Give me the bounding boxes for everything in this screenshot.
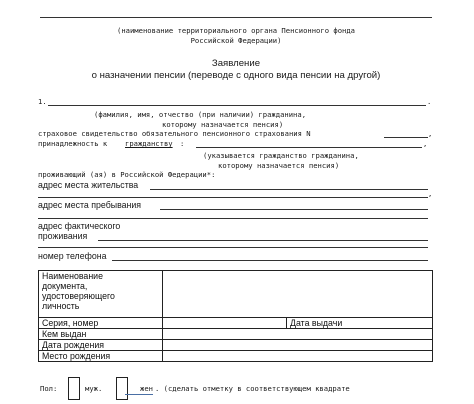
doc-name-value-cell[interactable] (163, 271, 433, 318)
gender-label: Пол: (40, 384, 58, 393)
female-link-underline (125, 394, 153, 395)
residence-address-label: адрес места жительства (38, 180, 139, 190)
residence-address-field-2[interactable] (38, 197, 428, 198)
actual-address-label-line-2: проживания (38, 231, 88, 241)
phone-label: номер телефона (38, 251, 107, 261)
female-link[interactable]: жен (140, 384, 153, 393)
table-row (39, 329, 433, 340)
residing-label: проживающий (ая) в Российской Федерации*: (38, 170, 216, 179)
document-subtitle: о назначении пенсии (переводе с одного вида пенсии на другой) (91, 70, 381, 81)
actual-address-field[interactable] (98, 240, 428, 241)
stay-address-field[interactable] (160, 209, 428, 210)
name-caption-line-2: которому назначается пенсия) (162, 120, 284, 129)
series-number-label: Серия, номер (39, 318, 163, 329)
citizenship-caption-line-2: которому назначается пенсия) (218, 161, 340, 170)
citizenship-label: принадлежность к (38, 139, 108, 148)
issued-by-value-cell[interactable] (163, 329, 433, 340)
item-number: 1. (38, 97, 47, 106)
header-top-line (40, 17, 432, 18)
actual-address-field-2[interactable] (38, 247, 428, 248)
name-field-line[interactable] (48, 105, 426, 106)
doc-name-line-1: Наименование (42, 271, 103, 281)
citizenship-end-comma: , (423, 139, 428, 148)
doc-name-cell (39, 271, 163, 318)
birth-date-value-cell[interactable] (163, 340, 433, 351)
birth-place-value-cell[interactable] (163, 351, 433, 362)
residence-address-field[interactable] (150, 189, 428, 190)
stay-address-label: адрес места пребывания (38, 200, 142, 210)
male-label: муж. (85, 384, 103, 393)
issue-date-label[interactable]: Дата выдачи (287, 318, 433, 329)
table-row (39, 340, 433, 351)
stay-address-field-2[interactable] (38, 218, 428, 219)
name-caption-line-1: (фамилия, имя, отчество (при наличии) гражданина, (94, 110, 307, 119)
phone-field[interactable] (112, 260, 428, 261)
citizenship-field[interactable] (196, 147, 422, 148)
insurance-number-field[interactable] (384, 137, 428, 138)
residence-address-end-comma: , (428, 189, 433, 198)
insurance-label: страховое свидетельство обязательного пенсионного страхования N (38, 129, 311, 138)
doc-name-line-2: документа, (42, 281, 88, 291)
name-field-end-dot: . (427, 97, 432, 106)
series-number-value-cell[interactable] (163, 318, 287, 329)
doc-name-line-4: личность (42, 301, 80, 311)
table-row (39, 271, 433, 318)
doc-name-line-3: удостоверяющего (42, 291, 115, 301)
citizenship-link[interactable]: гражданству (125, 139, 173, 148)
female-checkbox[interactable] (116, 377, 128, 400)
actual-address-label-line-1: адрес фактического (38, 221, 121, 231)
table-row (39, 318, 433, 329)
identity-document-table (38, 270, 433, 362)
citizenship-colon: : (180, 139, 185, 148)
table-row (39, 351, 433, 362)
document-title: Заявление (211, 58, 261, 69)
birth-date-label: Дата рождения (39, 340, 163, 351)
birth-place-label: Место рождения (39, 351, 163, 362)
male-checkbox[interactable] (68, 377, 80, 400)
header-line-1: (наименование территориального органа Пенсионного фонда (117, 26, 355, 35)
header-line-2: Российской Федерации) (190, 36, 282, 45)
citizenship-caption-line-1: (указывается гражданство гражданина, (203, 151, 359, 160)
insurance-end-comma: , (428, 129, 433, 138)
gender-instruction: . (сделать отметку в соответствующем квадрате (155, 384, 350, 393)
issued-by-label: Кем выдан (39, 329, 163, 340)
